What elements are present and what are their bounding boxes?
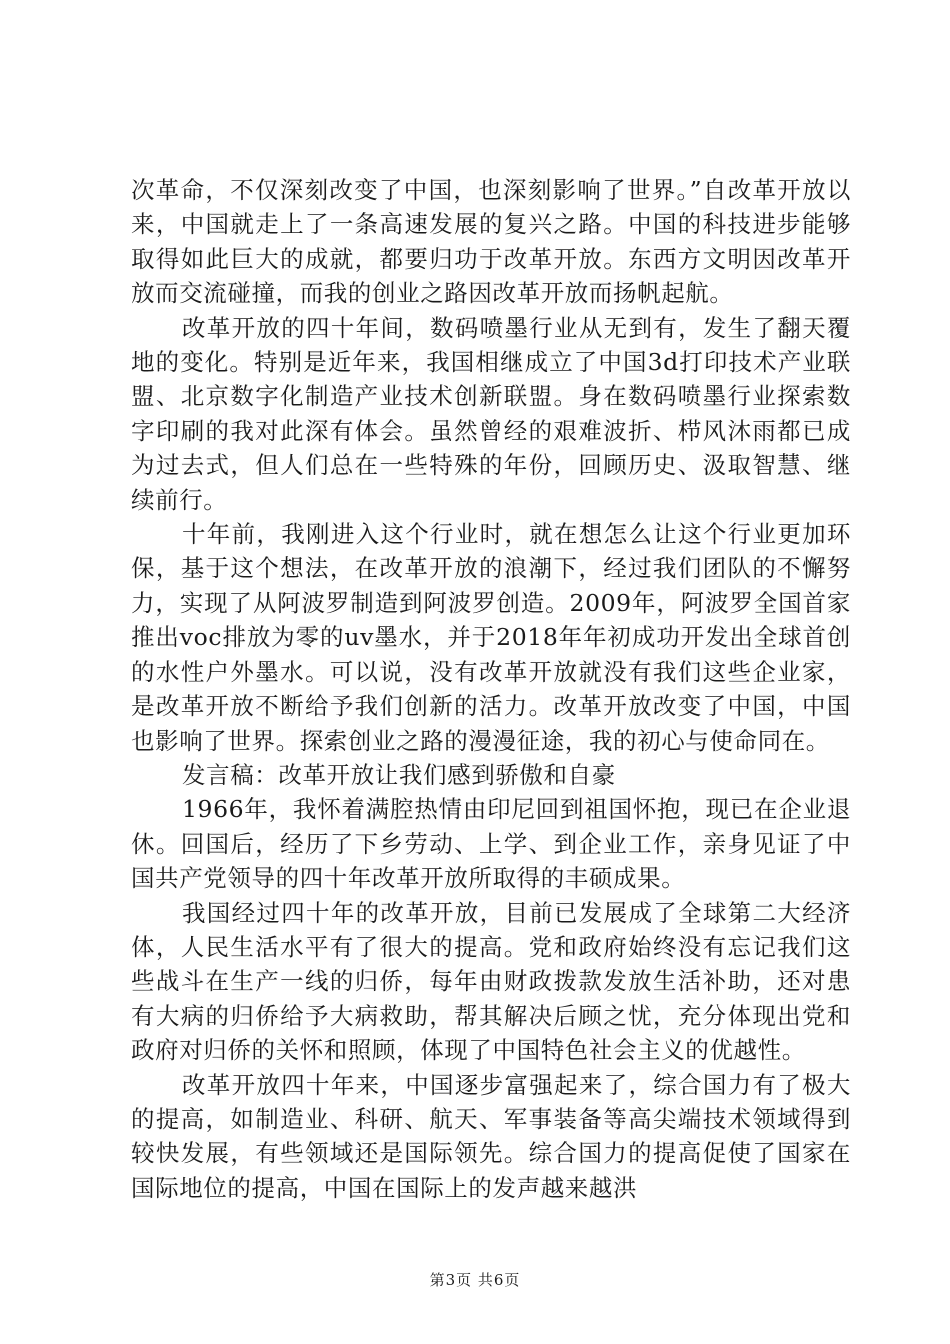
document-body (131, 173, 851, 1205)
paragraph-economy: 我国经过四十年的改革开放，目前已发展成了全球第二大经济体，人民生活水平有了很大的提高。党和政府始终没有忘记我们这些战斗在生产一线的归侨，每年由财政拨款发放生活补助，还对患有大病的归侨给予大病救助，帮其解决后顾之忧，充分体现出党和政府对归侨的关怀和照顾，体现了中国特色社会主义的优越性。 (131, 898, 851, 1065)
paragraph-ten-years-ago: 十年前，我刚进入这个行业时，就在想怎么让这个行业更加环保，基于这个想法，在改革开放的浪潮下，经过我们团队的不懈努力，实现了从阿波罗制造到阿波罗创造。2009年，阿波罗全国首家推出voc排放为零的uv墨水，并于2018年年初成功开发出全球首创的水性户外墨水。可以说，没有改革开放就没有我们这些企业家，是改革开放不断给予我们创新的活力。改革开放改变了中国，中国也影响了世界。探索创业之路的漫漫征途，我的初心与使命同在。 (131, 520, 851, 755)
paragraph-1966: 1966年，我怀着满腔热情由印尼回到祖国怀抱，现已在企业退休。回国后，经历了下乡劳动、上学、到企业工作，亲身见证了中国共产党领导的四十年改革开放所取得的丰硕成果。 (131, 795, 851, 893)
paragraph-inkjet-industry: 改革开放的四十年间，数码喷墨行业从无到有，发生了翻天覆地的变化。特别是近年来，我国相继成立了中国3d打印技术产业联盟、北京数字化制造产业技术创新联盟。身在数码喷墨行业探索数字印刷的我对此深有体会。虽然曾经的艰难波折、栉风沐雨都已成为过去式，但人们总在一些特殊的年份，回顾历史、汲取智慧、继续前行。 (131, 313, 851, 514)
paragraph-national-power: 改革开放四十年来，中国逐步富强起来了，综合国力有了极大的提高，如制造业、科研、航天、军事装备等高尖端技术领域得到较快发展，有些领域还是国际领先。综合国力的提高促使了国家在国际地位的提高，中国在国际上的发声越来越洪 (131, 1070, 851, 1202)
page-number-footer: 第3页 共6页 (429, 1271, 521, 1289)
section-title: 发言稿：改革开放让我们感到骄傲和自豪 (182, 760, 616, 789)
paragraph-continued: 次革命，不仅深刻改变了中国，也深刻影响了世界。”自改革开放以来，中国就走上了一条高速发展的复兴之路。中国的科技进步能够取得如此巨大的成就，都要归功于改革开放。东西方文明因改革开放而交流碰撞，而我的创业之路因改革开放而扬帆起航。 (131, 176, 851, 308)
